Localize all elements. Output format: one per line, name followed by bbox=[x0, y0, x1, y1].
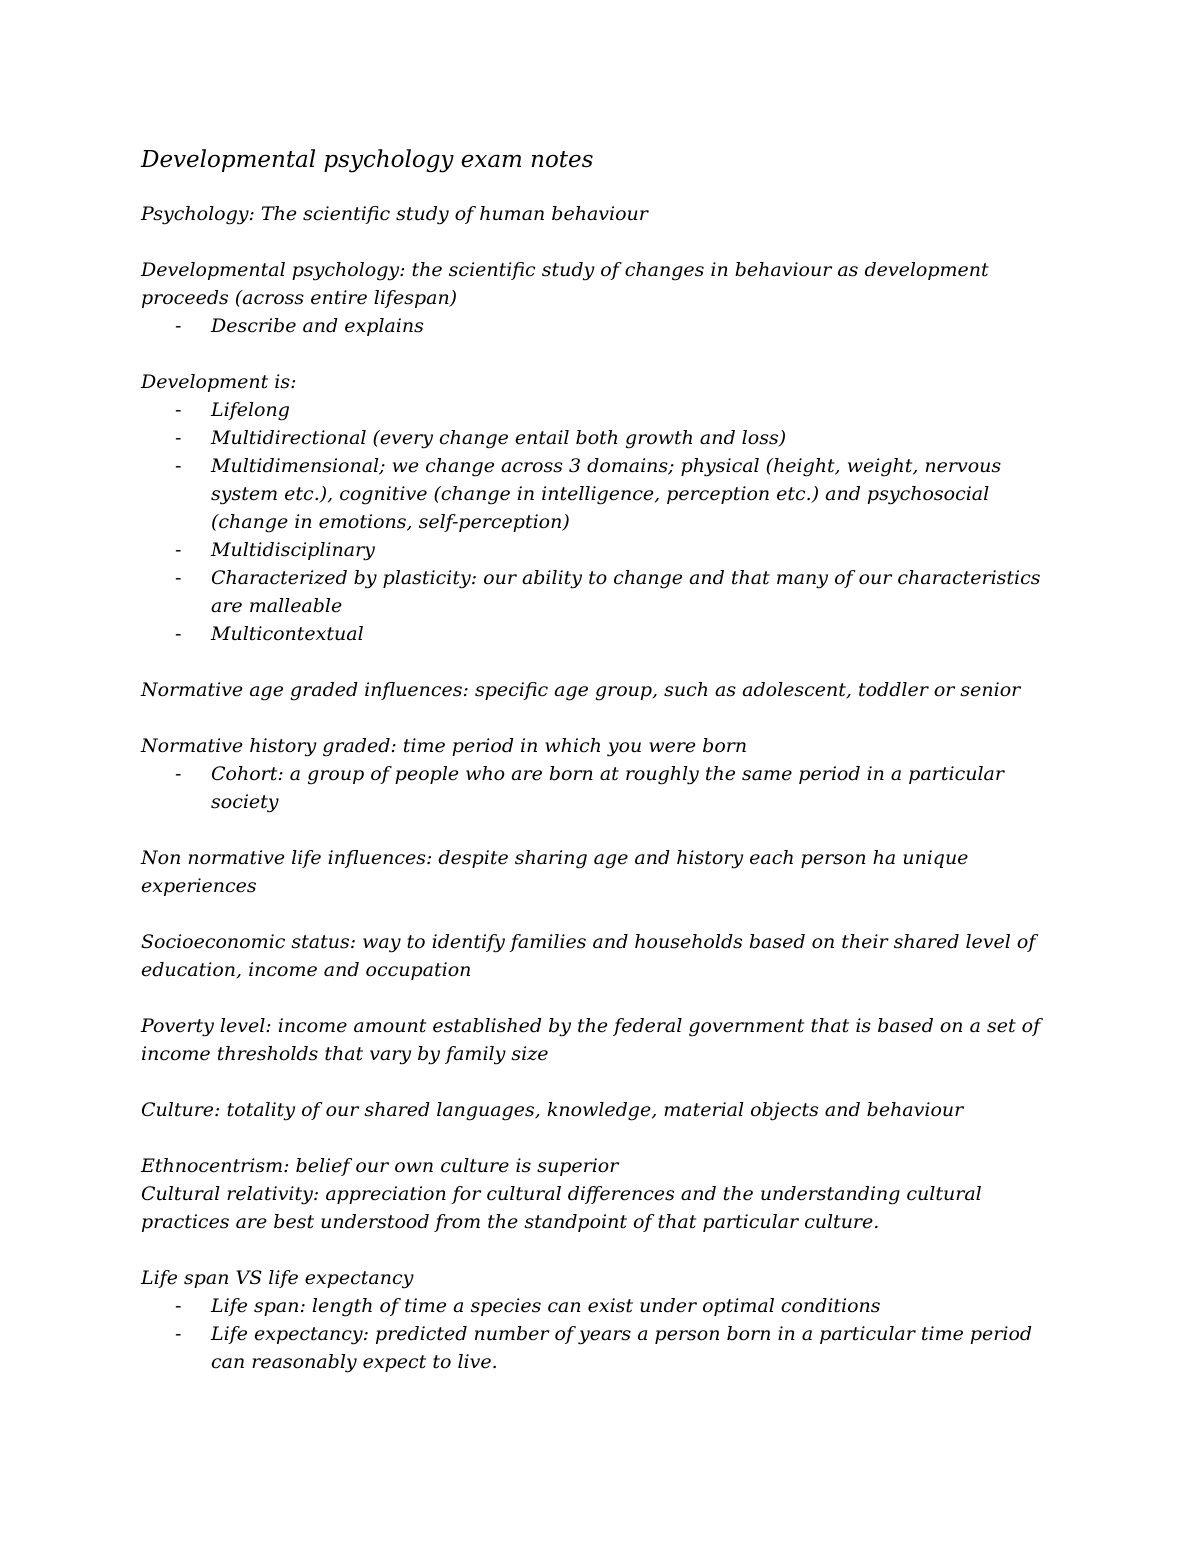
entry-ethnocentrism-relativity bbox=[141, 1152, 1071, 1236]
list-item: - Describe and explains bbox=[141, 312, 1071, 340]
bullet-list bbox=[141, 760, 1071, 816]
list-item: - Multicontextual bbox=[141, 620, 1071, 648]
document-title: Developmental psychology exam notes bbox=[141, 147, 594, 173]
list-item: - Characterized by plasticity: our ability to change and that many of our characteristics are malleable bbox=[141, 564, 1071, 620]
entry-culture bbox=[141, 1096, 1071, 1124]
entry-life-span bbox=[141, 1264, 1071, 1376]
entry-development-is bbox=[141, 368, 1071, 648]
entry-socioeconomic-status bbox=[141, 928, 1071, 984]
entry-text: Psychology: The scientific study of human behaviour bbox=[141, 203, 648, 225]
entry-text: Non normative life influences: despite sharing age and history each person ha unique experiences bbox=[141, 847, 969, 897]
entry-psychology bbox=[141, 200, 1071, 228]
list-item: - Multidisciplinary bbox=[141, 536, 1071, 564]
list-item: - Multidimensional; we change across 3 domains; physical (height, weight, nervous system etc.), cognitive (change in intelligence, perception etc.) and psychosocial (change in emotions, self-perception) bbox=[141, 452, 1071, 536]
entry-normative-history-graded bbox=[141, 732, 1071, 816]
entry-text: Ethnocentrism: belief our own culture is superior bbox=[141, 1155, 619, 1177]
entry-developmental-psychology bbox=[141, 256, 1071, 340]
entry-text: Poverty level: income amount established by the federal government that is based on a set of income thresholds that vary by family size bbox=[141, 1015, 1041, 1065]
entry-text: Cultural relativity: appreciation for cultural differences and the understanding cultural practices are best understood from the standpoint of that particular culture. bbox=[141, 1183, 982, 1233]
entry-text: Development is: bbox=[141, 371, 297, 393]
list-item: - Multidirectional (every change entail both growth and loss) bbox=[141, 424, 1071, 452]
document-body bbox=[141, 144, 1071, 1404]
entry-text: Life span VS life expectancy bbox=[141, 1267, 414, 1289]
entry-text: Developmental psychology: the scientific study of changes in behaviour as development proceeds (across entire lifespan) bbox=[141, 259, 989, 309]
entry-normative-age-graded bbox=[141, 676, 1071, 704]
list-item: - Life expectancy: predicted number of years a person born in a particular time period can reasonably expect to live. bbox=[141, 1320, 1071, 1376]
bullet-list bbox=[141, 1292, 1071, 1376]
entry-text: Culture: totality of our shared languages, knowledge, material objects and behaviour bbox=[141, 1099, 964, 1121]
bullet-list bbox=[141, 396, 1071, 648]
entry-text: Socioeconomic status: way to identify families and households based on their shared level of education, income and occupation bbox=[141, 931, 1036, 981]
entry-non-normative bbox=[141, 844, 1071, 900]
entry-poverty-level bbox=[141, 1012, 1071, 1068]
bullet-list bbox=[141, 312, 1071, 340]
list-item: - Life span: length of time a species can exist under optimal conditions bbox=[141, 1292, 1071, 1320]
entry-text: Normative history graded: time period in which you were born bbox=[141, 735, 748, 757]
list-item: - Lifelong bbox=[141, 396, 1071, 424]
list-item: - Cohort: a group of people who are born at roughly the same period in a particular society bbox=[141, 760, 1071, 816]
entry-text: Normative age graded influences: specific age group, such as adolescent, toddler or senior bbox=[141, 679, 1021, 701]
